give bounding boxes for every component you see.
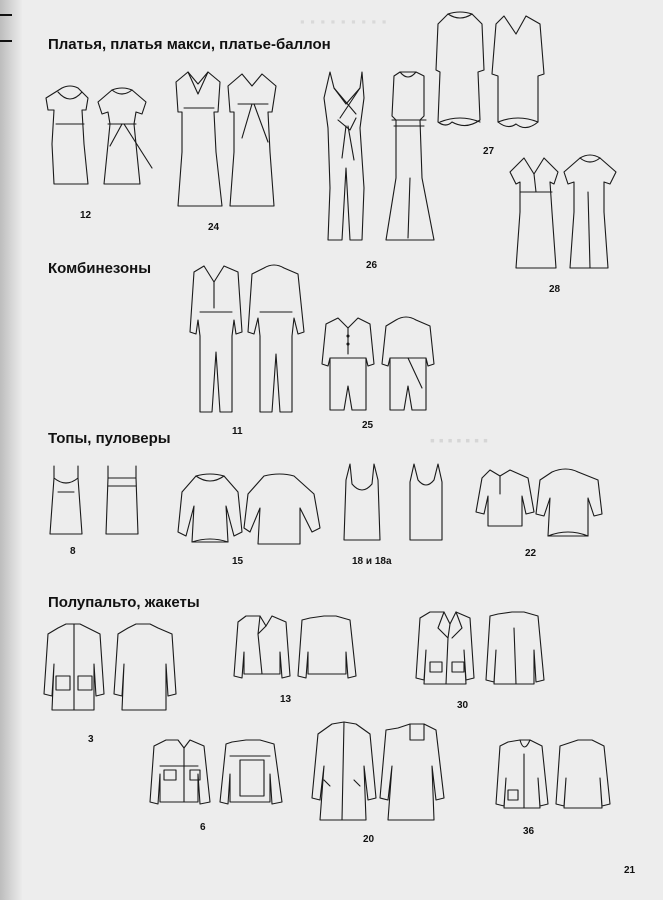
model-number: 25 — [362, 420, 374, 431]
model-number: 20 — [363, 834, 375, 845]
top-icon — [44, 462, 154, 544]
model-number: 36 — [523, 826, 535, 837]
top-icon — [338, 460, 458, 550]
dress-icon — [506, 152, 626, 278]
model-number: 30 — [457, 700, 469, 711]
jumpsuit-icon — [322, 314, 448, 416]
top-icon — [176, 472, 326, 554]
jacket-icon — [44, 620, 180, 724]
model-number: 24 — [208, 222, 220, 233]
model-number: 22 — [525, 548, 537, 559]
dress-icon — [172, 68, 282, 216]
model-number: 11 — [232, 426, 243, 437]
section-title-tops: Топы, пуловеры — [48, 430, 171, 447]
jacket-icon — [148, 736, 288, 812]
model-number: 18 и 18а — [352, 556, 392, 567]
bleed-through-text: ▪ ▪ ▪ ▪ ▪ ▪ ▪ ▪ ▪ — [300, 14, 388, 29]
model-number: 26 — [366, 260, 378, 271]
jacket-icon — [312, 720, 452, 830]
jacket-icon — [494, 736, 618, 816]
top-icon — [474, 466, 614, 546]
section-title-dresses: Платья, платья макси, платье-баллон — [48, 36, 331, 53]
model-number: 8 — [70, 546, 76, 557]
model-number: 15 — [232, 556, 244, 567]
spine-mark — [0, 40, 12, 42]
jacket-icon — [232, 612, 364, 684]
model-number: 13 — [280, 694, 292, 705]
spine-mark — [0, 14, 12, 16]
section-title-jackets: Полупальто, жакеты — [48, 594, 200, 611]
model-number: 28 — [549, 284, 561, 295]
model-number: 3 — [88, 734, 94, 745]
model-number: 6 — [200, 822, 206, 833]
bleed-through-text: ▪ ▪ ▪ ▪ ▪ ▪ ▪ — [430, 432, 489, 448]
page-spine — [0, 0, 22, 900]
page-number: 21 — [624, 865, 636, 876]
dress-icon — [316, 68, 446, 252]
jacket-icon — [414, 608, 550, 690]
dress-icon — [42, 84, 162, 202]
model-number: 12 — [80, 210, 92, 221]
section-title-jumpsuits: Комбинезоны — [48, 260, 152, 277]
model-number: 27 — [483, 146, 495, 157]
dress-icon — [432, 10, 552, 138]
jumpsuit-icon — [186, 262, 316, 422]
